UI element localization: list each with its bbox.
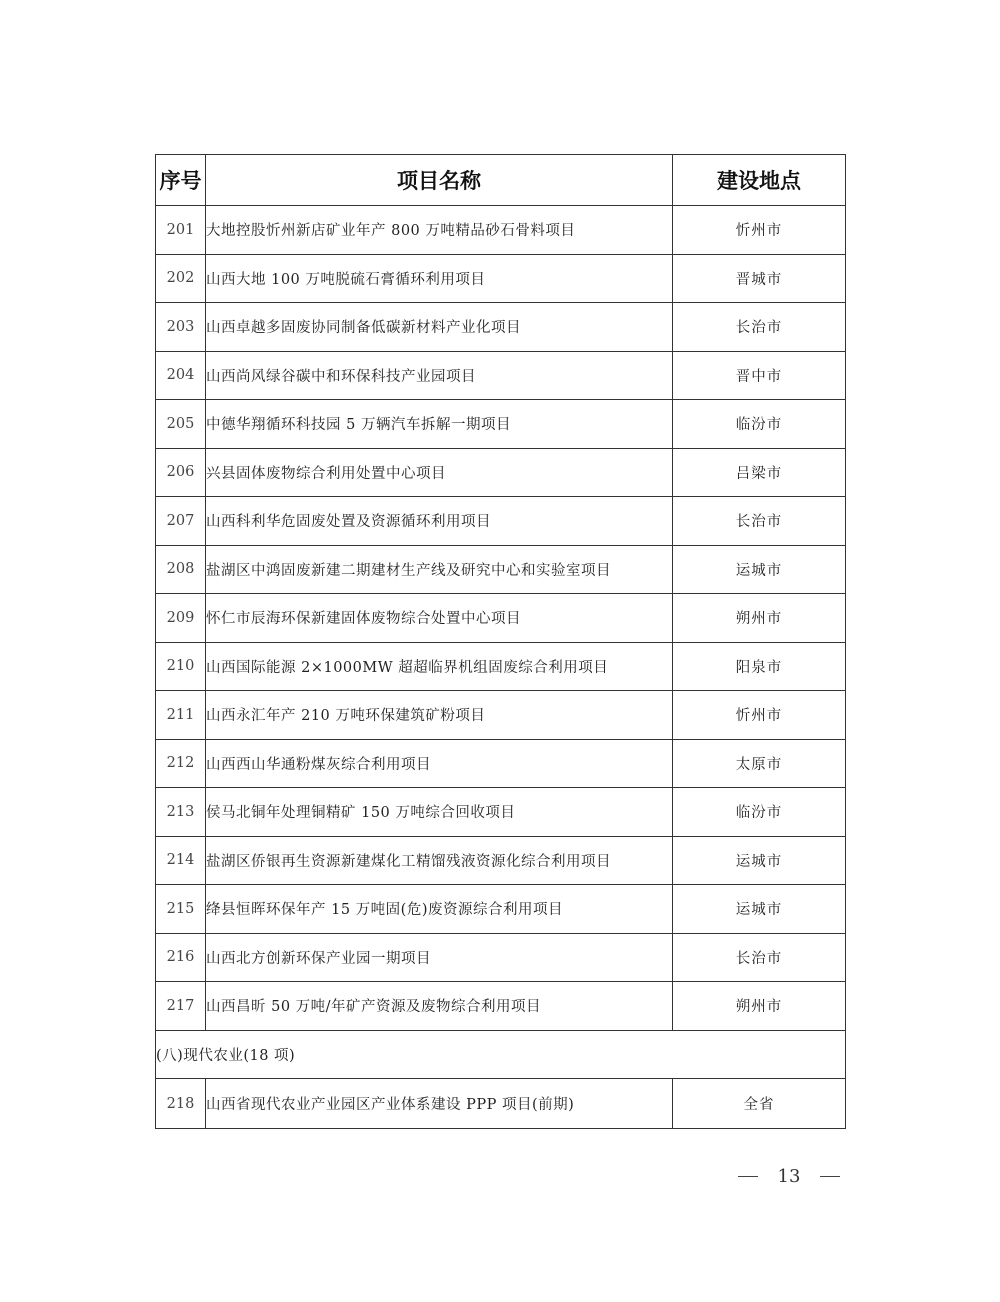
page-footer	[738, 1166, 840, 1187]
row-project-name: 山西尚风绿谷碳中和环保科技产业园项目	[206, 351, 673, 400]
row-number: 207	[156, 497, 206, 546]
footer-dash-right	[820, 1176, 840, 1177]
row-location: 朔州市	[673, 594, 846, 643]
row-location: 晋城市	[673, 254, 846, 303]
row-project-name: 盐湖区侨银再生资源新建煤化工精馏残液资源化综合利用项目	[206, 836, 673, 885]
row-project-name: 山西省现代农业产业园区产业体系建设 PPP 项目(前期)	[206, 1079, 673, 1129]
footer-dash-left	[738, 1176, 758, 1177]
row-number: 215	[156, 885, 206, 934]
row-project-name: 山西北方创新环保产业园一期项目	[206, 933, 673, 982]
row-location: 晋中市	[673, 351, 846, 400]
row-number: 202	[156, 254, 206, 303]
table-row	[156, 691, 846, 740]
row-location: 长治市	[673, 303, 846, 352]
row-project-name: 山西国际能源 2×1000MW 超超临界机组固废综合利用项目	[206, 642, 673, 691]
table-row	[156, 497, 846, 546]
row-project-name: 绛县恒晖环保年产 15 万吨固(危)废资源综合利用项目	[206, 885, 673, 934]
row-project-name: 怀仁市辰海环保新建固体废物综合处置中心项目	[206, 594, 673, 643]
row-project-name: 山西昌昕 50 万吨/年矿产资源及废物综合利用项目	[206, 982, 673, 1031]
table-row	[156, 545, 846, 594]
table-row	[156, 788, 846, 837]
table-row	[156, 739, 846, 788]
row-project-name: 中德华翔循环科技园 5 万辆汽车拆解一期项目	[206, 400, 673, 449]
project-table	[155, 154, 846, 1129]
row-location: 运城市	[673, 885, 846, 934]
row-location: 太原市	[673, 739, 846, 788]
section-heading: (八)现代农业(18 项)	[156, 1030, 846, 1079]
table-row	[156, 254, 846, 303]
table-row	[156, 836, 846, 885]
table-row	[156, 933, 846, 982]
row-location: 吕梁市	[673, 448, 846, 497]
row-number: 205	[156, 400, 206, 449]
header-serial-number: 序号	[156, 155, 206, 206]
table-row	[156, 400, 846, 449]
row-number: 214	[156, 836, 206, 885]
table-row	[156, 982, 846, 1031]
row-number: 204	[156, 351, 206, 400]
row-project-name: 兴县固体废物综合利用处置中心项目	[206, 448, 673, 497]
row-project-name: 山西科利华危固废处置及资源循环利用项目	[206, 497, 673, 546]
row-project-name: 山西永汇年产 210 万吨环保建筑矿粉项目	[206, 691, 673, 740]
row-project-name: 山西卓越多固废协同制备低碳新材料产业化项目	[206, 303, 673, 352]
row-location: 全省	[673, 1079, 846, 1129]
row-location: 忻州市	[673, 691, 846, 740]
row-project-name: 山西西山华通粉煤灰综合利用项目	[206, 739, 673, 788]
row-location: 运城市	[673, 545, 846, 594]
row-location: 运城市	[673, 836, 846, 885]
table-row	[156, 206, 846, 255]
row-number: 201	[156, 206, 206, 255]
row-number: 208	[156, 545, 206, 594]
row-number: 216	[156, 933, 206, 982]
table-header-row	[156, 155, 846, 206]
row-number: 210	[156, 642, 206, 691]
page-number: 13	[777, 1166, 801, 1187]
row-project-name: 盐湖区中鸿固废新建二期建材生产线及研究中心和实验室项目	[206, 545, 673, 594]
row-number: 218	[156, 1079, 206, 1129]
row-location: 忻州市	[673, 206, 846, 255]
row-location: 朔州市	[673, 982, 846, 1031]
row-location: 长治市	[673, 933, 846, 982]
row-location: 临汾市	[673, 788, 846, 837]
row-number: 203	[156, 303, 206, 352]
row-project-name: 侯马北铜年处理铜精矿 150 万吨综合回收项目	[206, 788, 673, 837]
row-number: 211	[156, 691, 206, 740]
row-number: 213	[156, 788, 206, 837]
row-number: 212	[156, 739, 206, 788]
row-number: 206	[156, 448, 206, 497]
row-location: 长治市	[673, 497, 846, 546]
row-project-name: 大地控股忻州新店矿业年产 800 万吨精品砂石骨料项目	[206, 206, 673, 255]
header-project-name: 项目名称	[206, 155, 673, 206]
table-row	[156, 642, 846, 691]
table-row	[156, 885, 846, 934]
row-location: 临汾市	[673, 400, 846, 449]
table-row	[156, 351, 846, 400]
section-row	[156, 1030, 846, 1079]
table-row	[156, 594, 846, 643]
row-number: 209	[156, 594, 206, 643]
table-row	[156, 303, 846, 352]
table-row	[156, 1079, 846, 1129]
row-number: 217	[156, 982, 206, 1031]
table-row	[156, 448, 846, 497]
row-location: 阳泉市	[673, 642, 846, 691]
header-location: 建设地点	[673, 155, 846, 206]
row-project-name: 山西大地 100 万吨脱硫石膏循环利用项目	[206, 254, 673, 303]
